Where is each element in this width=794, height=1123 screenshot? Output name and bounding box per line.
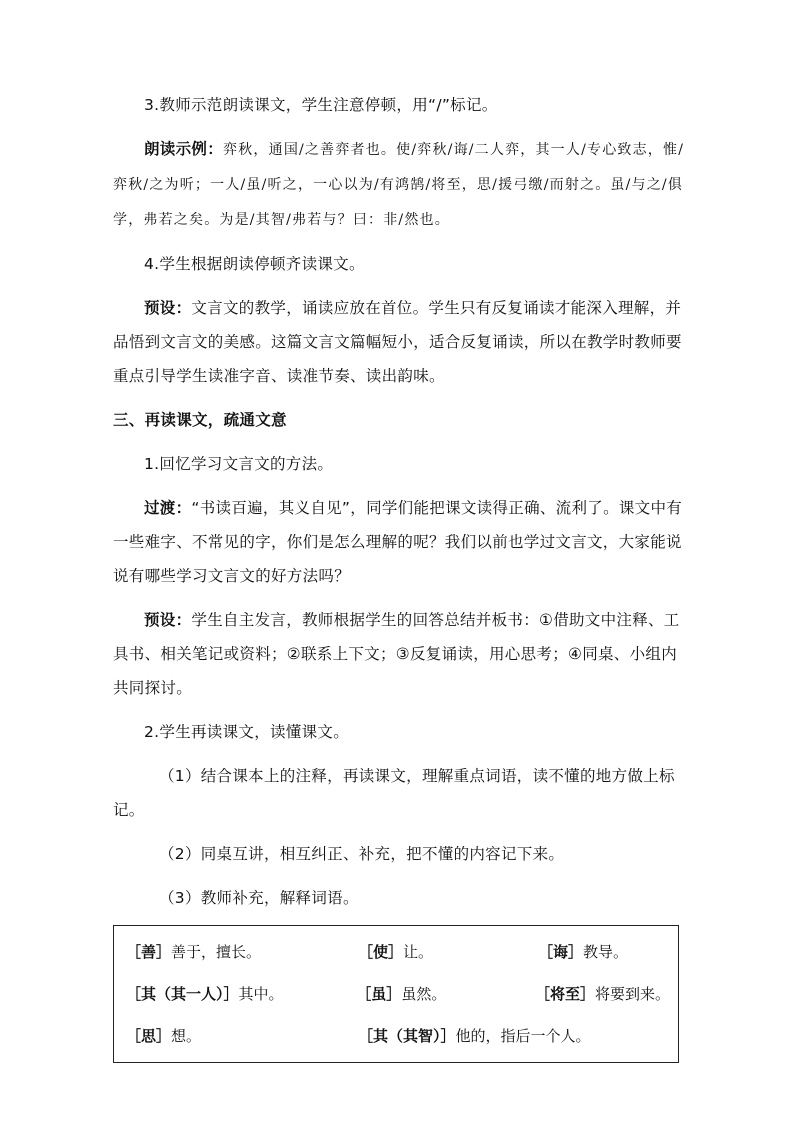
reading-example-text: 弈秋，通国/之善弈者也。使/弈秋/诲/二人弈，其一人/专心致志，惟/弈秋/之为听；一人/虽/听之，一心以为/有鸿鹄/将至，思/援弓缴/而射之。虽/与之/俱学，弗若之矣。为是/其智/弗若与？曰：非/然也。 — [113, 142, 685, 228]
vocabulary-entry — [538, 941, 670, 962]
vocabulary-definition: 他的，指后一个人。 — [455, 1026, 591, 1045]
vocabulary-entry — [358, 941, 538, 962]
step-3-text: 3.教师示范朗读课文，学生注意停顿，用“/”标记。 — [144, 96, 498, 114]
vocabulary-term: ［诲］ — [538, 942, 584, 961]
vocabulary-entry — [126, 941, 358, 962]
preset-1-paragraph — [113, 291, 685, 393]
vocabulary-term: ［虽］ — [356, 984, 402, 1003]
preset-2-text: 学生自主发言，教师根据学生的回答总结并板书：①借助文中注释、工具书、相关笔记或资料；②联系上下文；③反复诵读，用心思考；④同桌、小组内共同探讨。 — [113, 611, 680, 697]
transition-label: 过渡： — [144, 499, 192, 517]
vocabulary-definition: 其中。 — [238, 984, 284, 1003]
vocabulary-entry — [535, 983, 670, 1004]
preset-2-paragraph — [113, 603, 685, 705]
sub-step-3: （3）教师补充，解释词语。 — [159, 889, 359, 907]
vocabulary-entry — [126, 983, 356, 1004]
vocabulary-entry — [126, 1025, 358, 1046]
section-3-step-1: 1.回忆学习文言文的方法。 — [144, 455, 334, 473]
reading-example-paragraph — [113, 132, 685, 237]
sub-step-1: （1）结合课本上的注释，再读课文，理解重点词语，读不懂的地方做上标记。 — [113, 767, 675, 819]
vocabulary-entry — [356, 983, 535, 1004]
vocabulary-definition: 将要到来。 — [594, 984, 670, 1003]
vocabulary-term: ［使］ — [358, 942, 404, 961]
vocabulary-definition: 教导。 — [583, 942, 629, 961]
vocabulary-term: ［将至］ — [534, 984, 595, 1003]
transition-paragraph — [113, 491, 685, 593]
transition-text: “书读百遍，其义自见”，同学们能把课文读得正确、流利了。课文中有一些难字、不常见的字，你们是怎么理解的呢？我们以前也学过文言文，大家能说说有哪些学习文言文的好方法吗？ — [113, 499, 683, 585]
vocabulary-definition: 想。 — [171, 1026, 202, 1045]
lesson-page — [113, 88, 685, 1063]
vocabulary-term: ［其（其一人）］ — [126, 984, 239, 1003]
vocabulary-term: ［善］ — [126, 942, 172, 961]
vocabulary-definition: 善于，擅长。 — [171, 942, 262, 961]
vocabulary-entry — [358, 1025, 670, 1046]
vocabulary-term: ［思］ — [126, 1026, 172, 1045]
step-4-text: 4.学生根据朗读停顿齐读课文。 — [144, 255, 365, 273]
sub-step-2: （2）同桌互讲，相互纠正、补充，把不懂的内容记下来。 — [159, 845, 565, 863]
section-3-step-2: 2.学生再读课文，读懂课文。 — [144, 723, 349, 741]
preset-2-label: 预设： — [144, 611, 192, 629]
vocabulary-row — [126, 1014, 670, 1056]
vocabulary-row — [126, 930, 670, 972]
vocabulary-table — [113, 925, 679, 1063]
preset-1-label: 预设： — [144, 299, 192, 317]
section-3-heading: 三、再读课文，疏通文意 — [113, 411, 287, 429]
vocabulary-definition: 虽然。 — [401, 984, 447, 1003]
preset-1-text: 文言文的教学，诵读应放在首位。学生只有反复诵读才能深入理解，并品悟到文言文的美感。这篇文言文篇幅短小，适合反复诵读，所以在教学时教师要重点引导学生读准字音、读准节奏、读出韵味。 — [113, 299, 682, 385]
vocabulary-term: ［其（其智）］ — [358, 1026, 456, 1045]
reading-example-label: 朗读示例： — [144, 140, 224, 158]
vocabulary-row — [126, 972, 670, 1014]
vocabulary-definition: 让。 — [403, 942, 434, 961]
